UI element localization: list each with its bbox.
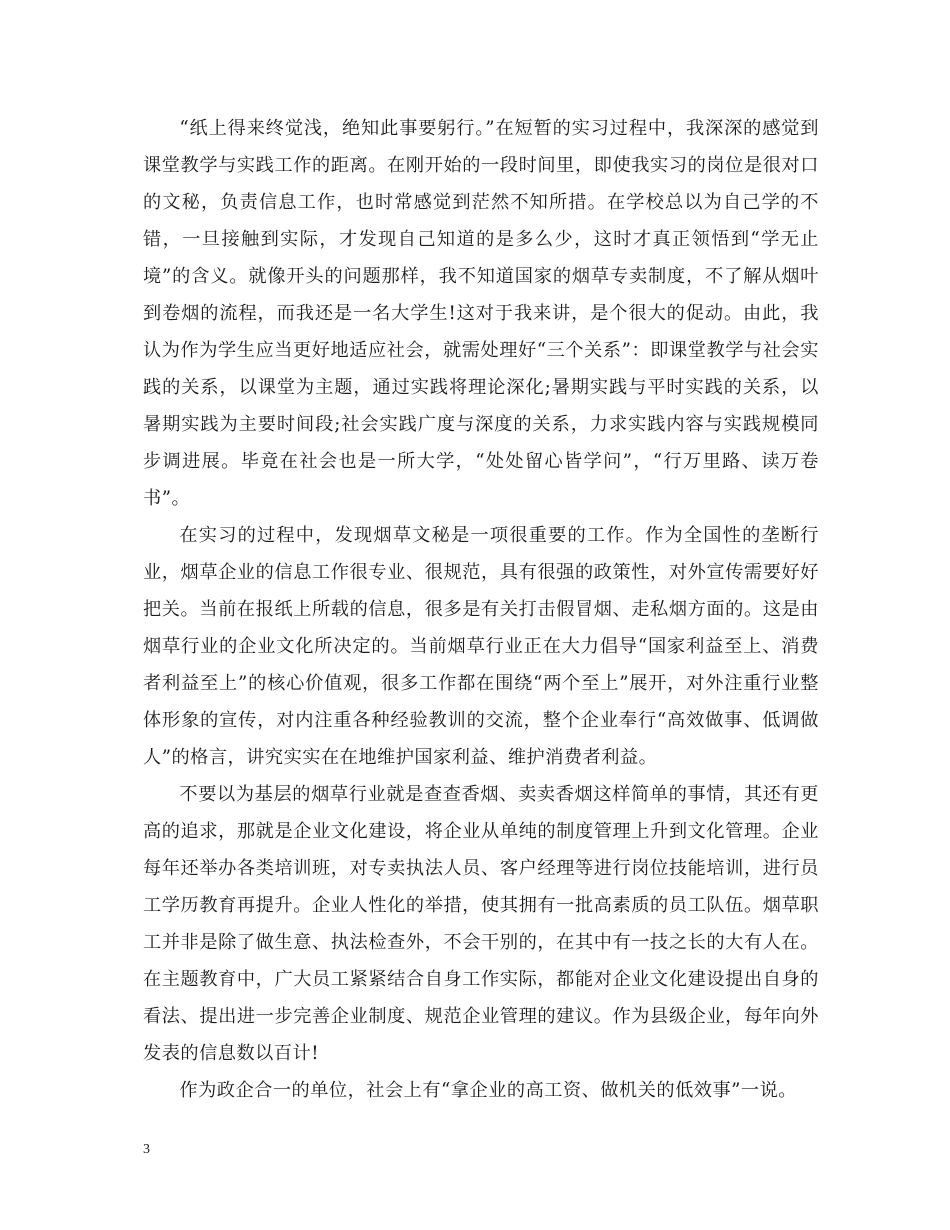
document-body xyxy=(143,110,819,1109)
paragraph-4: 作为政企合一的单位，社会上有“拿企业的高工资、做机关的低效事”一说。 xyxy=(179,1080,797,1101)
paragraph-2: 在实习的过程中，发现烟草文秘是一项很重要的工作。作为全国性的垄断行业，烟草企业的信息工作很专业、很规范，具有很强的政策性，对外宣传需要好好把关。当前在报纸上所载的信息，很多是有关打击假冒烟、走私烟方面的。这是由烟草行业的企业文化所决定的。当前烟草行业正在大力倡导“国家利益至上、消费者利益至上”的核心价值观，很多工作都在围绕“两个至上”展开，对外注重行业整体形象的宣传，对内注重各种经验教训的交流，整个企业奉行“高效做事、低调做人”的格言，讲究实实在在地维护国家利益、维护消费者利益。 xyxy=(143,525,819,768)
page-number: 3 xyxy=(143,1142,150,1157)
paragraph-1: “纸上得来终觉浅，绝知此事要躬行。”在短暂的实习过程中，我深深的感觉到课堂教学与实践工作的距离。在刚开始的一段时间里，即使我实习的岗位是很对口的文秘，负责信息工作，也时常感觉到茫然不知所措。在学校总以为自己学的不错，一旦接触到实际，才发现自己知道的是多么少，这时才真正领悟到“学无止境”的含义。就像开头的问题那样，我不知道国家的烟草专卖制度，不了解从烟叶到卷烟的流程，而我还是一名大学生!这对于我来讲，是个很大的促动。由此，我认为作为学生应当更好地适应社会，就需处理好“三个关系”：即课堂教学与社会实践的关系，以课堂为主题，通过实践将理论深化;暑期实践与平时实践的关系，以暑期实践为主要时间段;社会实践广度与深度的关系，力求实践内容与实践规模同步调进展。毕竟在社会也是一所大学，“处处留心皆学问”，“行万里路、读万卷书”。 xyxy=(143,118,819,509)
paragraph-3: 不要以为基层的烟草行业就是查查香烟、卖卖香烟这样简单的事情，其还有更高的追求，那就是企业文化建设，将企业从单纯的制度管理上升到文化管理。企业每年还举办各类培训班，对专卖执法人员、客户经理等进行岗位技能培训，进行员工学历教育再提升。企业人性化的举措，使其拥有一批高素质的员工队伍。烟草职工并非是除了做生意、执法检查外，不会干别的，在其中有一技之长的大有人在。在主题教育中，广大员工紧紧结合自身工作实际，都能对企业文化建设提出自身的看法、提出进一步完善企业制度、规范企业管理的建议。作为县级企业，每年向外发表的信息数以百计! xyxy=(143,784,819,1064)
